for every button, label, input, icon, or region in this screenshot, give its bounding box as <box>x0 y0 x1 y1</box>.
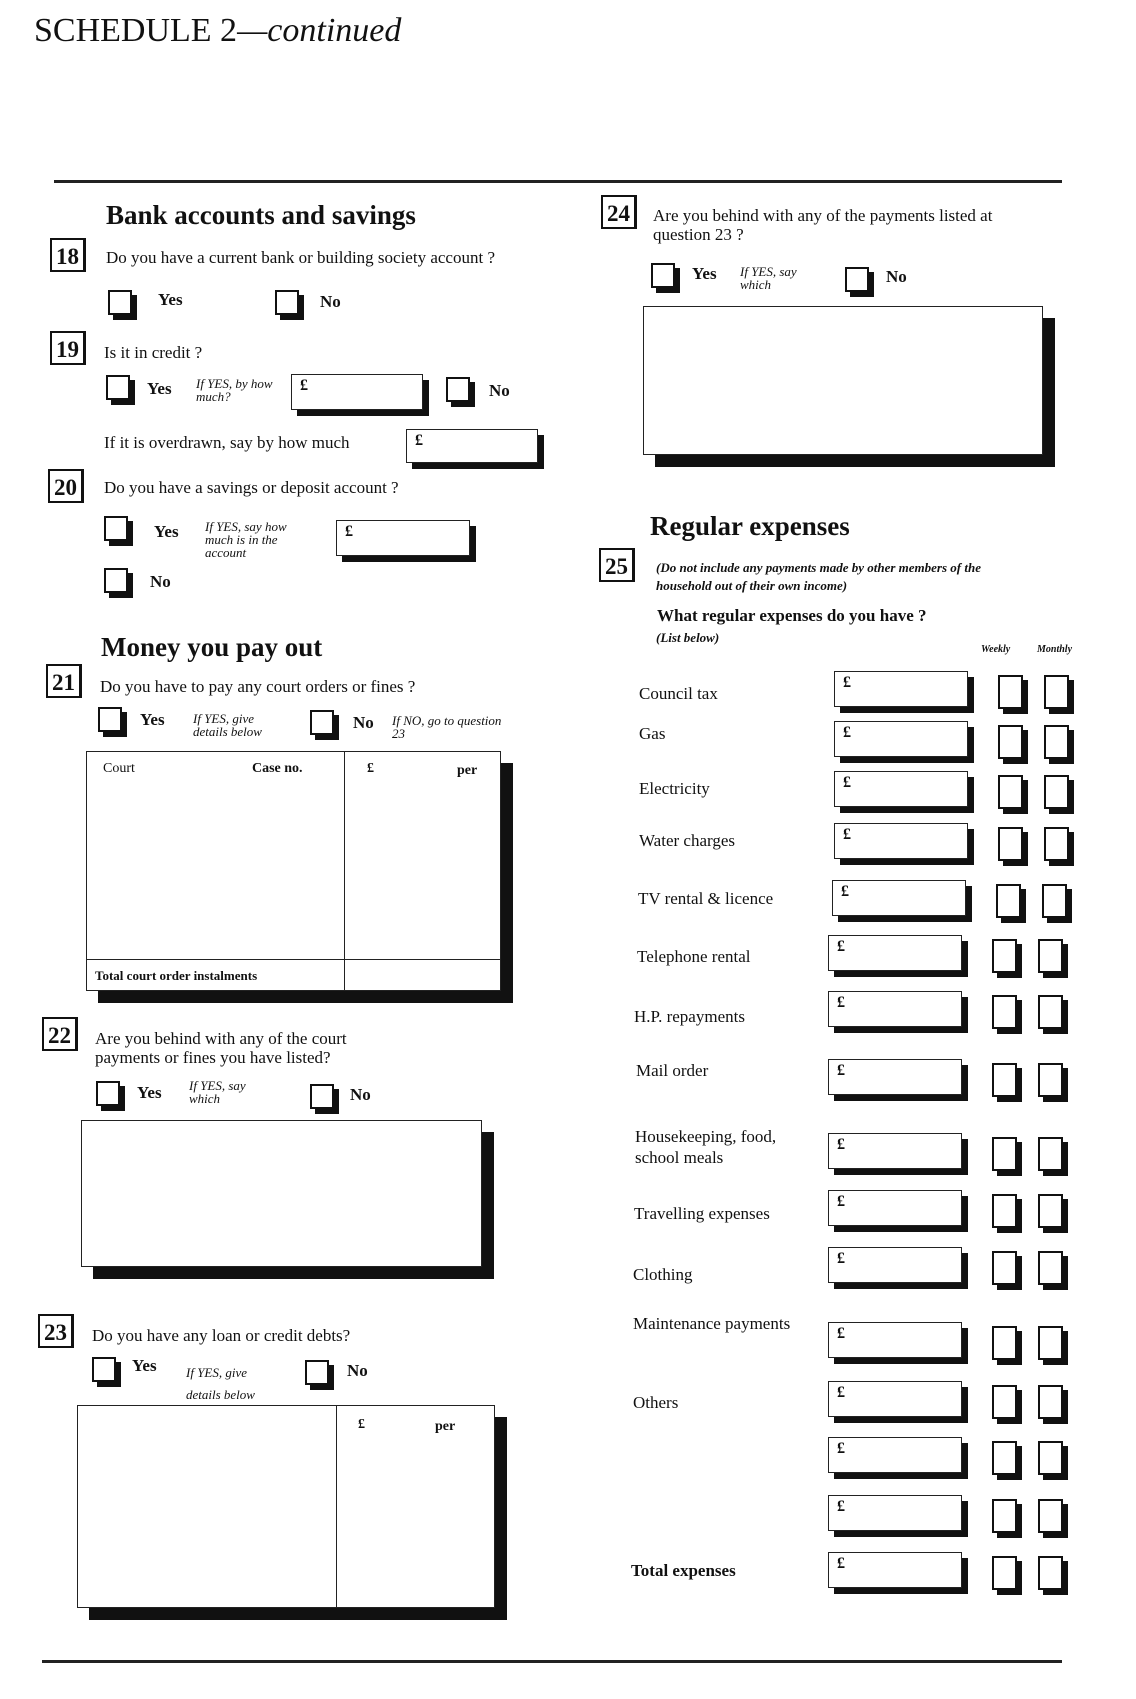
expense-weekly-checkbox-3[interactable] <box>998 827 1023 861</box>
expense-monthly-checkbox-6[interactable] <box>1038 995 1063 1029</box>
q24-no-label: No <box>886 267 907 286</box>
question-22-text: Are you behind with any of the court payments or fines you have listed? <box>95 1029 347 1067</box>
expense-amount-field-4[interactable] <box>832 880 966 916</box>
expense-currency-14: £ <box>837 1498 845 1515</box>
q22-yes-checkbox[interactable] <box>96 1081 120 1106</box>
q18-yes-label: Yes <box>158 290 183 309</box>
expense-monthly-checkbox-11[interactable] <box>1038 1326 1063 1360</box>
expense-currency-0: £ <box>843 674 851 691</box>
question-21-text: Do you have to pay any court orders or fines ? <box>100 677 416 696</box>
q21-col-pound: £ <box>367 761 374 776</box>
q23-yes-checkbox[interactable] <box>92 1357 116 1382</box>
q21-court-orders-table[interactable] <box>86 751 501 991</box>
expense-amount-field-6[interactable] <box>828 991 962 1027</box>
payout-section-title: Money you pay out <box>101 632 323 662</box>
q24-details-box[interactable] <box>643 306 1043 455</box>
expense-currency-3: £ <box>843 826 851 843</box>
q23-yes-note: If YES, give details below <box>186 1365 255 1402</box>
expense-monthly-checkbox-7[interactable] <box>1038 1063 1063 1097</box>
expense-weekly-checkbox-13[interactable] <box>992 1441 1017 1475</box>
expense-weekly-checkbox-6[interactable] <box>992 995 1017 1029</box>
q23-no-label: No <box>347 1361 368 1380</box>
expense-label-9: Travelling expenses <box>634 1204 770 1223</box>
q24-no-checkbox[interactable] <box>845 267 869 292</box>
expense-weekly-checkbox-10[interactable] <box>992 1251 1017 1285</box>
expense-amount-field-8[interactable] <box>828 1133 962 1169</box>
expense-label-12: Others <box>633 1393 679 1412</box>
q23-col-per: per <box>435 1419 456 1434</box>
q21-total-row-line <box>87 959 500 960</box>
expense-monthly-checkbox-9[interactable] <box>1038 1194 1063 1228</box>
expense-amount-field-11[interactable] <box>828 1322 962 1358</box>
expense-currency-9: £ <box>837 1193 845 1210</box>
q21-yes-note: If YES, give details below <box>193 711 262 739</box>
q20-currency: £ <box>345 523 353 540</box>
q19-no-label: No <box>489 381 510 400</box>
expense-weekly-checkbox-5[interactable] <box>992 939 1017 973</box>
q21-yes-label: Yes <box>140 710 165 729</box>
q18-no-checkbox[interactable] <box>275 290 299 315</box>
q22-no-label: No <box>350 1085 371 1104</box>
expense-monthly-checkbox-12[interactable] <box>1038 1385 1063 1419</box>
question-number-23: 23 <box>38 1314 74 1348</box>
q19-overdrawn-currency: £ <box>415 432 423 449</box>
schedule-title: SCHEDULE 2 <box>34 12 238 49</box>
expense-weekly-checkbox-7[interactable] <box>992 1063 1017 1097</box>
q19-yes-label: Yes <box>147 379 172 398</box>
question-number-22: 22 <box>42 1017 78 1051</box>
expense-monthly-checkbox-3[interactable] <box>1044 827 1069 861</box>
q24-yes-note: If YES, say which <box>740 264 797 292</box>
bottom-rule <box>42 1660 1062 1663</box>
bank-section-title: Bank accounts and savings <box>106 200 416 230</box>
expense-currency-4: £ <box>841 883 849 900</box>
q18-no-label: No <box>320 292 341 311</box>
q20-no-label: No <box>150 572 171 591</box>
expense-weekly-checkbox-15[interactable] <box>992 1556 1017 1590</box>
expense-amount-field-2[interactable] <box>834 771 968 807</box>
expense-weekly-checkbox-4[interactable] <box>996 884 1021 918</box>
expense-amount-field-1[interactable] <box>834 721 968 757</box>
question-number-18: 18 <box>50 238 86 272</box>
expense-label-11: Maintenance payments <box>633 1314 791 1333</box>
q20-no-checkbox[interactable] <box>104 568 128 593</box>
expense-label-8: Housekeeping, food, school meals <box>635 1127 777 1167</box>
q22-details-box[interactable] <box>81 1120 482 1267</box>
expense-weekly-checkbox-1[interactable] <box>998 725 1023 759</box>
q22-yes-note: If YES, say which <box>189 1078 246 1106</box>
expense-amount-field-15[interactable] <box>828 1552 962 1588</box>
q19-credit-amount-field[interactable] <box>291 374 423 410</box>
expense-weekly-checkbox-0[interactable] <box>998 675 1023 709</box>
question-number-25: 25 <box>599 548 635 582</box>
q23-yes-label: Yes <box>132 1356 157 1375</box>
q24-yes-label: Yes <box>692 264 717 283</box>
expense-label-15: Total expenses <box>631 1561 736 1580</box>
expense-label-5: Telephone rental <box>637 947 751 966</box>
q21-col-per: per <box>457 763 478 778</box>
q25-note: (Do not include any payments made by other members of the household out of their own income) <box>656 560 981 593</box>
expense-amount-field-3[interactable] <box>834 823 968 859</box>
q21-no-note: If NO, go to question 23 <box>392 713 502 741</box>
question-19-text: Is it in credit ? <box>104 343 203 362</box>
expense-monthly-checkbox-10[interactable] <box>1038 1251 1063 1285</box>
expense-weekly-checkbox-11[interactable] <box>992 1326 1017 1360</box>
expense-currency-8: £ <box>837 1136 845 1153</box>
expense-weekly-checkbox-12[interactable] <box>992 1385 1017 1419</box>
q20-savings-amount-field[interactable] <box>336 520 470 556</box>
q18-yes-checkbox[interactable] <box>108 290 132 315</box>
q19-no-checkbox[interactable] <box>446 377 470 402</box>
question-number-20: 20 <box>48 469 84 503</box>
weekly-column-header: Weekly <box>981 644 1011 655</box>
expense-amount-field-5[interactable] <box>828 935 962 971</box>
question-20-text: Do you have a savings or deposit account ? <box>104 478 399 497</box>
question-number-24: 24 <box>601 195 637 229</box>
q19-currency: £ <box>300 377 308 394</box>
q22-yes-label: Yes <box>137 1083 162 1102</box>
q23-table-divider <box>336 1406 337 1607</box>
question-number-21: 21 <box>46 664 82 698</box>
q21-col-case: Case no. <box>252 761 303 776</box>
expense-label-3: Water charges <box>639 831 736 850</box>
expense-monthly-checkbox-14[interactable] <box>1038 1499 1063 1533</box>
q21-no-checkbox[interactable] <box>310 710 334 735</box>
question-24-text: Are you behind with any of the payments listed at question 23 ? <box>653 206 993 244</box>
schedule-continued: —continued <box>237 12 402 49</box>
monthly-column-header: Monthly <box>1037 644 1073 655</box>
expense-currency-6: £ <box>837 994 845 1011</box>
expense-label-4: TV rental & licence <box>638 889 774 908</box>
expense-monthly-checkbox-5[interactable] <box>1038 939 1063 973</box>
expense-monthly-checkbox-8[interactable] <box>1038 1137 1063 1171</box>
expense-currency-2: £ <box>843 774 851 791</box>
q23-no-checkbox[interactable] <box>305 1360 329 1385</box>
q21-total-label: Total court order instalments <box>95 968 258 983</box>
expense-weekly-checkbox-9[interactable] <box>992 1194 1017 1228</box>
question-18-text: Do you have a current bank or building society account ? <box>106 248 495 267</box>
q21-yes-checkbox[interactable] <box>98 707 122 732</box>
question-25-text: What regular expenses do you have ? <box>657 606 927 625</box>
q20-yes-note: If YES, say how much is in the account <box>205 519 287 560</box>
expense-monthly-checkbox-1[interactable] <box>1044 725 1069 759</box>
expense-monthly-checkbox-4[interactable] <box>1042 884 1067 918</box>
q22-no-checkbox[interactable] <box>310 1084 334 1109</box>
expense-weekly-checkbox-14[interactable] <box>992 1499 1017 1533</box>
regular-expenses-title: Regular expenses <box>650 511 850 541</box>
q23-col-pound: £ <box>358 1417 365 1432</box>
expense-monthly-checkbox-0[interactable] <box>1044 675 1069 709</box>
expense-amount-field-9[interactable] <box>828 1190 962 1226</box>
q19-overdrawn-text: If it is overdrawn, say by how much <box>104 433 350 452</box>
expense-currency-15: £ <box>837 1555 845 1572</box>
expense-amount-field-13[interactable] <box>828 1437 962 1473</box>
expense-weekly-checkbox-2[interactable] <box>998 775 1023 809</box>
expense-monthly-checkbox-15[interactable] <box>1038 1556 1063 1590</box>
expense-currency-10: £ <box>837 1250 845 1267</box>
q19-yes-checkbox[interactable] <box>106 375 130 400</box>
expense-weekly-checkbox-8[interactable] <box>992 1137 1017 1171</box>
page-header <box>34 12 401 50</box>
q21-no-label: No <box>353 713 374 732</box>
q21-col-court: Court <box>103 761 135 776</box>
q21-table-divider <box>344 752 345 990</box>
expense-currency-13: £ <box>837 1440 845 1457</box>
top-rule <box>54 180 1062 183</box>
question-23-text: Do you have any loan or credit debts? <box>92 1326 351 1345</box>
question-number-19: 19 <box>50 331 86 365</box>
q20-yes-checkbox[interactable] <box>104 516 128 541</box>
expense-currency-12: £ <box>837 1384 845 1401</box>
expense-label-2: Electricity <box>639 779 710 798</box>
expense-currency-11: £ <box>837 1325 845 1342</box>
expense-monthly-checkbox-2[interactable] <box>1044 775 1069 809</box>
expense-currency-1: £ <box>843 724 851 741</box>
expense-monthly-checkbox-13[interactable] <box>1038 1441 1063 1475</box>
expense-label-6: H.P. repayments <box>634 1007 745 1026</box>
expense-currency-7: £ <box>837 1062 845 1079</box>
q19-yes-note: If YES, by how much? <box>196 376 273 404</box>
q23-debts-table[interactable] <box>77 1405 495 1608</box>
q19-overdrawn-amount-field[interactable] <box>406 429 538 463</box>
expense-label-1: Gas <box>639 724 666 743</box>
expense-label-0: Council tax <box>639 684 718 703</box>
expense-amount-field-7[interactable] <box>828 1059 962 1095</box>
expense-currency-5: £ <box>837 938 845 955</box>
expense-amount-field-0[interactable] <box>834 671 968 707</box>
q20-yes-label: Yes <box>154 522 179 541</box>
q24-yes-checkbox[interactable] <box>651 263 675 288</box>
expense-label-10: Clothing <box>633 1265 693 1284</box>
expense-amount-field-14[interactable] <box>828 1495 962 1531</box>
q25-list-note: (List below) <box>656 630 720 645</box>
expense-amount-field-10[interactable] <box>828 1247 962 1283</box>
expense-amount-field-12[interactable] <box>828 1381 962 1417</box>
expense-label-7: Mail order <box>636 1061 709 1080</box>
